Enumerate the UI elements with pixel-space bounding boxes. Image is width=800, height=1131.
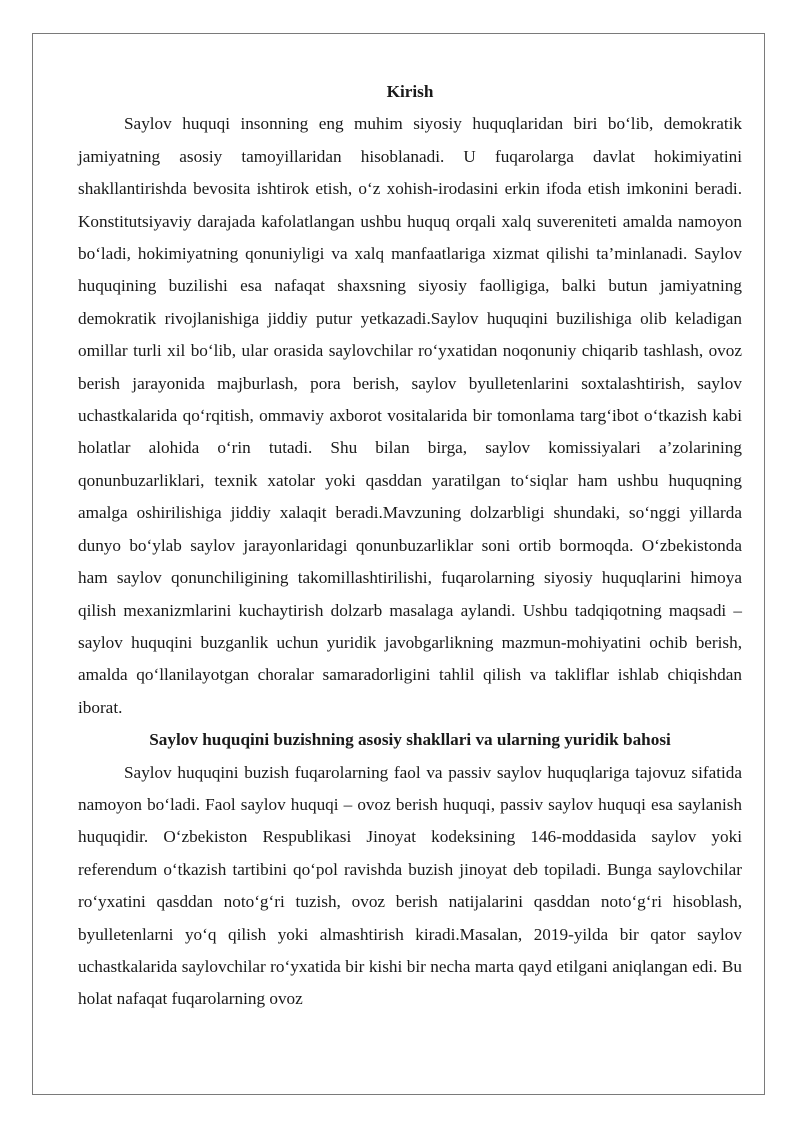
section-heading: Saylov huquqini buzishning asosiy shakllari va ularning yuridik bahosi <box>149 730 671 750</box>
section-paragraph: Saylov huquqini buzish fuqarolarning faol va passiv saylov huquqlariga tajovuz sifatida namoyon bo‘ladi. Faol saylov huquqi – ovoz berish huquqi, passiv saylov huquqi esa saylanish huquqidir. O‘zbekiston Respublikasi Jinoyat kodeksining 146-moddasida saylov yoki referendum o‘tkazish tartibini qo‘pol ravishda buzish jinoyat deb topiladi. Bunga saylovchilar ro‘yxatini qasddan noto‘g‘ri tuzish, ovoz berish natijalarini qasddan noto‘g‘ri hisoblash, byulletenlarni yo‘q qilish yoki almashtirish kiradi.Masalan, 2019-yilda bir qator saylov uchastkalarida saylovchilar ro‘yxatida bir kishi bir necha marta qayd etilgani aniqlangan edi. Bu holat nafaqat fuqarolarning ovoz <box>78 762 742 1009</box>
intro-paragraph: Saylov huquqi insonning eng muhim siyosiy huquqlaridan biri bo‘lib, demokratik jamiyatning asosiy tamoyillaridan hisoblanadi. U fuqarolarga davlat hokimiyatini shakllantirishda bevosita ishtirok etish, o‘z xohish-irodasini erkin ifoda etish imkonini beradi. Konstitutsiyaviy darajada kafolatlangan ushbu huquq orqali xalq suvereniteti amalda namoyon bo‘ladi, hokimiyatning qonuniyligi va xalq manfaatlariga xizmat qilishi ta’minlanadi. Saylov huquqining buzilishi esa nafaqat shaxsning siyosiy faolligiga, balki butun jamiyatning demokratik rivojlanishiga jiddiy putur yetkazadi.Saylov huquqini buzilishiga olib keladigan omillar turli xil bo‘lib, ular orasida saylovchilar ro‘yxatidan noqonuniy chiqarib tashlash, ovoz berish jarayonida majburlash, pora berish, saylov byulletenlarini soxtalashtirish, saylov uchastkalarida qo‘rqitish, ommaviy axborot vositalarida bir tomonlama targ‘ibot o‘tkazish kabi holatlar alohida o‘rin tutadi. Shu bilan birga, saylov komissiyalari a’zolarining qonunbuzarliklari, texnik xatolar yoki qasddan yaratilgan to‘siqlar ham ushbu huquqning amalga oshirilishiga jiddiy xalaqit beradi.Mavzuning dolzarbligi shundaki, so‘nggi yillarda dunyo bo‘ylab saylov jarayonlaridagi qonunbuzarliklar soni ortib bormoqda. O‘zbekistonda ham saylov qonunchiligining takomillashtirilishi, fuqarolarning siyosiy huquqlarini himoya qilish mexanizmlarini kuchaytirish dolzarb masalaga aylandi. Ushbu tadqiqotning maqsadi – saylov huquqini buzganlik uchun yuridik javobgarlikning mazmun-mohiyatini ochib berish, amalda qo‘llanilayotgan choralar samaradorligini tahlil qilish va takliflar ishlab chiqishdan iborat. <box>78 114 742 717</box>
document-body <box>78 76 742 1016</box>
document-title: Kirish <box>386 82 434 101</box>
